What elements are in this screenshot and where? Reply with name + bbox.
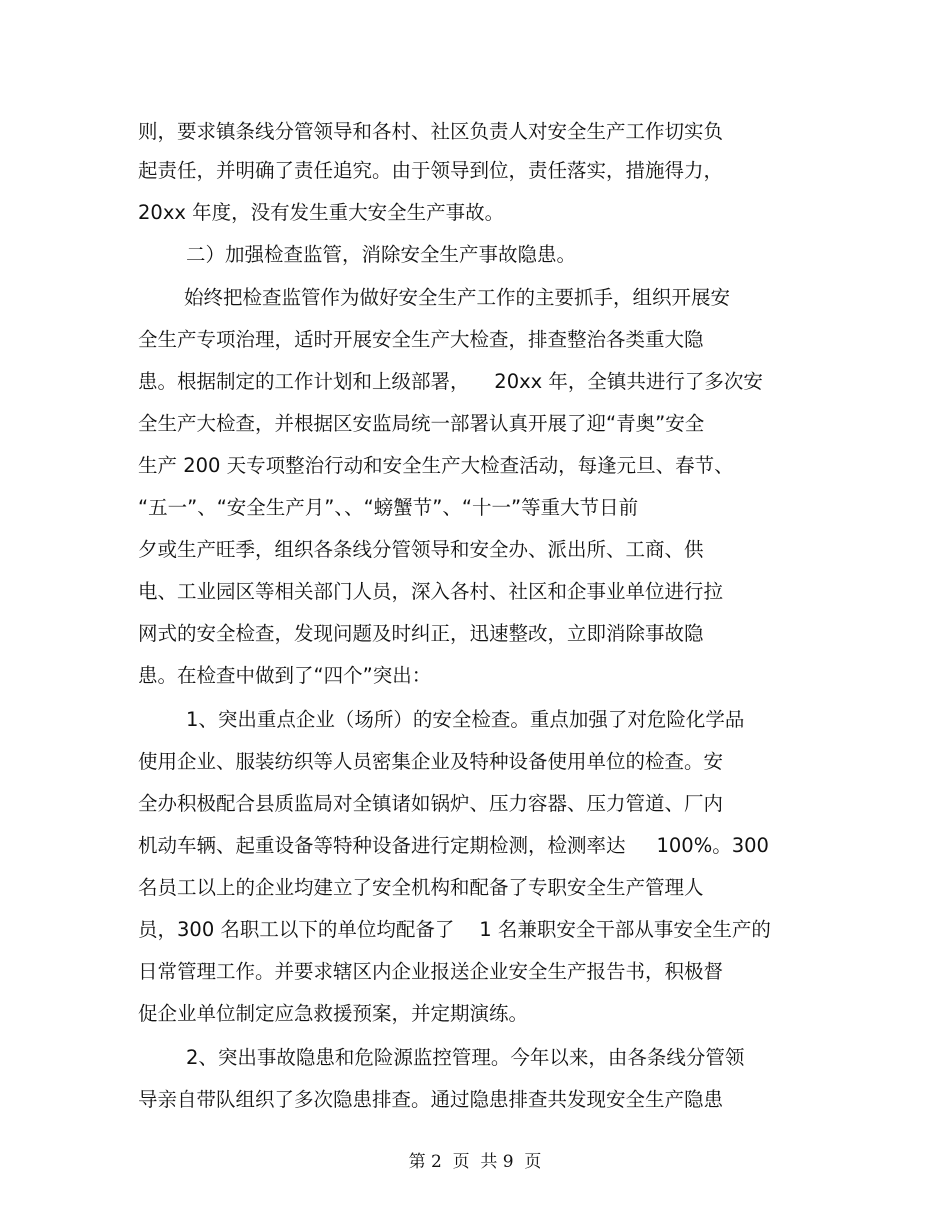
text-line: “五一”、“安全生产月”、、“螃蟹节”、“十一”等重大节日前 — [138, 496, 639, 519]
text-line: 员，300 名职工以下的单位均配备了 1 名兼职安全干部从事安全生产的 — [138, 918, 771, 941]
text-line: 始终把检查监管作为做好安全生产工作的主要抓手，组织开展安 — [184, 286, 731, 309]
text-line: 导亲自带队组织了多次隐患排查。通过隐患排查共发现安全生产隐患 — [138, 1088, 724, 1111]
text-line: 机动车辆、起重设备等特种设备进行定期检测，检测率达 100%。300 — [138, 834, 769, 857]
text-line: 促企业单位制定应急救援预案，并定期演练。 — [138, 1002, 529, 1025]
page-footer: 第 2 页 共 9 页 — [408, 1152, 542, 1172]
text-line: 网式的安全检查，发现问题及时纠正，迅速整改，立即消除事故隐 — [138, 622, 704, 645]
text-line: 20xx 年度，没有发生重大安全生产事故。 — [138, 201, 505, 224]
text-line: 则，要求镇条线分管领导和各村、社区负责人对安全生产工作切实负 — [138, 120, 724, 143]
text-line: 日常管理工作。并要求辖区内企业报送企业安全生产报告书，积极督 — [138, 960, 724, 983]
text-line: 起责任，并明确了责任追究。由于领导到位，责任落实，措施得力， — [138, 159, 724, 182]
text-line: 全生产大检查，并根据区安监局统一部署认真开展了迎“青奥”安全 — [138, 412, 705, 435]
text-line: 二）加强检查监管，消除安全生产事故隐患。 — [186, 243, 577, 266]
text-line: 名员工以上的企业均建立了安全机构和配备了专职安全生产管理人 — [138, 876, 704, 899]
text-line: 电、工业园区等相关部门人员，深入各村、社区和企事业单位进行拉 — [138, 580, 724, 603]
text-line: 1、突出重点企业（场所）的安全检查。重点加强了对危险化学品 — [186, 708, 745, 731]
text-line: 生产 200 天专项整治行动和安全生产大检查活动，每逢元旦、春节、 — [138, 454, 734, 477]
text-line: 使用企业、服装纺织等人员密集企业及特种设备使用单位的检查。安 — [138, 750, 724, 773]
text-line: 全办积极配合县质监局对全镇诸如锅炉、压力容器、压力管道、厂内 — [138, 792, 724, 815]
text-line: 患。在检查中做到了“四个”突出： — [138, 664, 432, 687]
text-line: 全生产专项治理，适时开展安全生产大检查，排查整治各类重大隐 — [138, 328, 704, 351]
text-line: 患。根据制定的工作计划和上级部署， 20xx 年，全镇共进行了多次安 — [138, 370, 763, 393]
text-line: 夕或生产旺季，组织各条线分管领导和安全办、派出所、工商、供 — [138, 538, 704, 561]
text-line: 2、突出事故隐患和危险源监控管理。今年以来，由各条线分管领 — [186, 1046, 745, 1069]
